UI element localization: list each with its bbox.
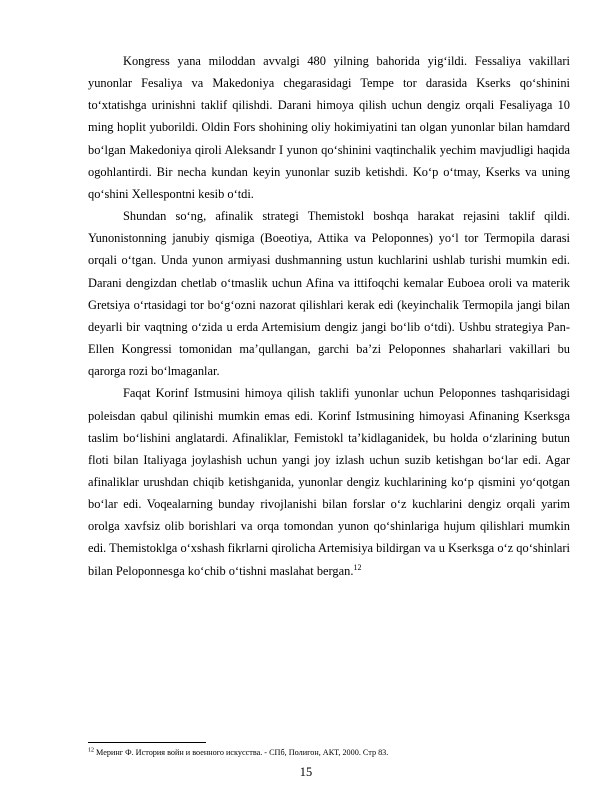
paragraph-3-text: Faqat Korinf Istmusini himoya qilish taklifi yunonlar uchun Peloponnes tashqarisidagi poleisdan qabul qilinishi mumkin emas edi. Korinf Istmusining himoyasi Afinaning Kserksga taslim bo‘lishini anglatardi. Afinaliklar, Femistokl ta’kidlaganidek, bu holda o‘zlarining butun floti bilan Italiyaga joylashish uchun yangi joy izlash uchun suzib ketishgan bo‘lar edi. Agar afinaliklar urushdan chiqib ketishganida, yunonlar dengiz kuchlarining ko‘p qismini yo‘qotgan bo‘lar edi. Voqealarning bunday rivojlanishi bilan forslar o‘z kuchlarini dengiz orqali yarim orolga xavfsiz olib borishlari va orqa tomondan yunon qo‘shinlariga hujum qilishlari mumkin edi. Themistoklga o‘xshash fikrlarni qirolicha Artemisiya bildirgan va u Kserksga o‘z qo‘shinlari bilan Peloponnesga ko‘chib o‘tishni maslahat bergan.	[88, 386, 570, 578]
paragraph-1	[88, 50, 570, 205]
paragraph-2-text: Shundan so‘ng, afinalik strategi Themistokl boshqa harakat rejasini taklif qildi. Yunonistonning janubiy qismiga (Boeotiya, Attika va Peloponnes) yo‘l tor Termopila darasi orqali o‘tgan. Unda yunon armiyasi dushmanning ustun kuchlarini ushlab turishi mumkin edi. Darani dengizdan chetlab o‘tmaslik uchun Afina va ittifoqchi kemalar Euboea oroli va materik Gretsiya o‘rtasidagi tor bo‘g‘ozni nazorat qilishlari kerak edi (keyinchalik Termopila jangi bilan deyarli bir vaqtning o‘zida u erda Artemisium dengiz jangi bo‘lib o‘tdi). Ushbu strategiya Pan-Ellen Kongressi tomonidan ma’qullangan, garchi ba’zi Peloponnes shaharlari vakillari bu qarorga rozi bo‘lmaganlar.	[88, 209, 570, 379]
footnote-reference[interactable]: 12	[353, 562, 362, 572]
footnote-text: Меринг Ф. История войн и военного искусства. - СПб, Полигон, АКТ, 2000. Стр 83.	[96, 748, 389, 757]
body-text	[88, 50, 570, 582]
footnote-number: 12	[88, 747, 94, 754]
paragraph-2	[88, 205, 570, 382]
page-number: 15	[299, 765, 313, 779]
footnote-separator	[88, 742, 206, 743]
paragraph-1-text: Kongress yana miloddan avvalgi 480 yilning bahorida yig‘ildi. Fessaliya vakillari yunonlar Fesaliya va Makedoniya chegarasidagi Tempe tor darasida Kserks qo‘shinini to‘xtatishga urinishni taklif qilishdi. Darani himoya qilish uchun dengiz orqali Fesaliyaga 10 ming hoplit yuborildi. Oldin Fors shohining oliy hokimiyatini tan olgan yunonlar bilan hamdard bo‘lgan Makedoniya qiroli Aleksandr I yunon qo‘shinini vaqtinchalik yechim mavjudligi haqida ogohlantirdi. Bir necha kundan keyin yunonlar suzib ketishdi. Ko‘p o‘tmay, Kserks va uning qo‘shini Xellespontni kesib o‘tdi.	[88, 54, 570, 201]
paragraph-3	[88, 382, 570, 581]
footnote	[88, 748, 570, 758]
